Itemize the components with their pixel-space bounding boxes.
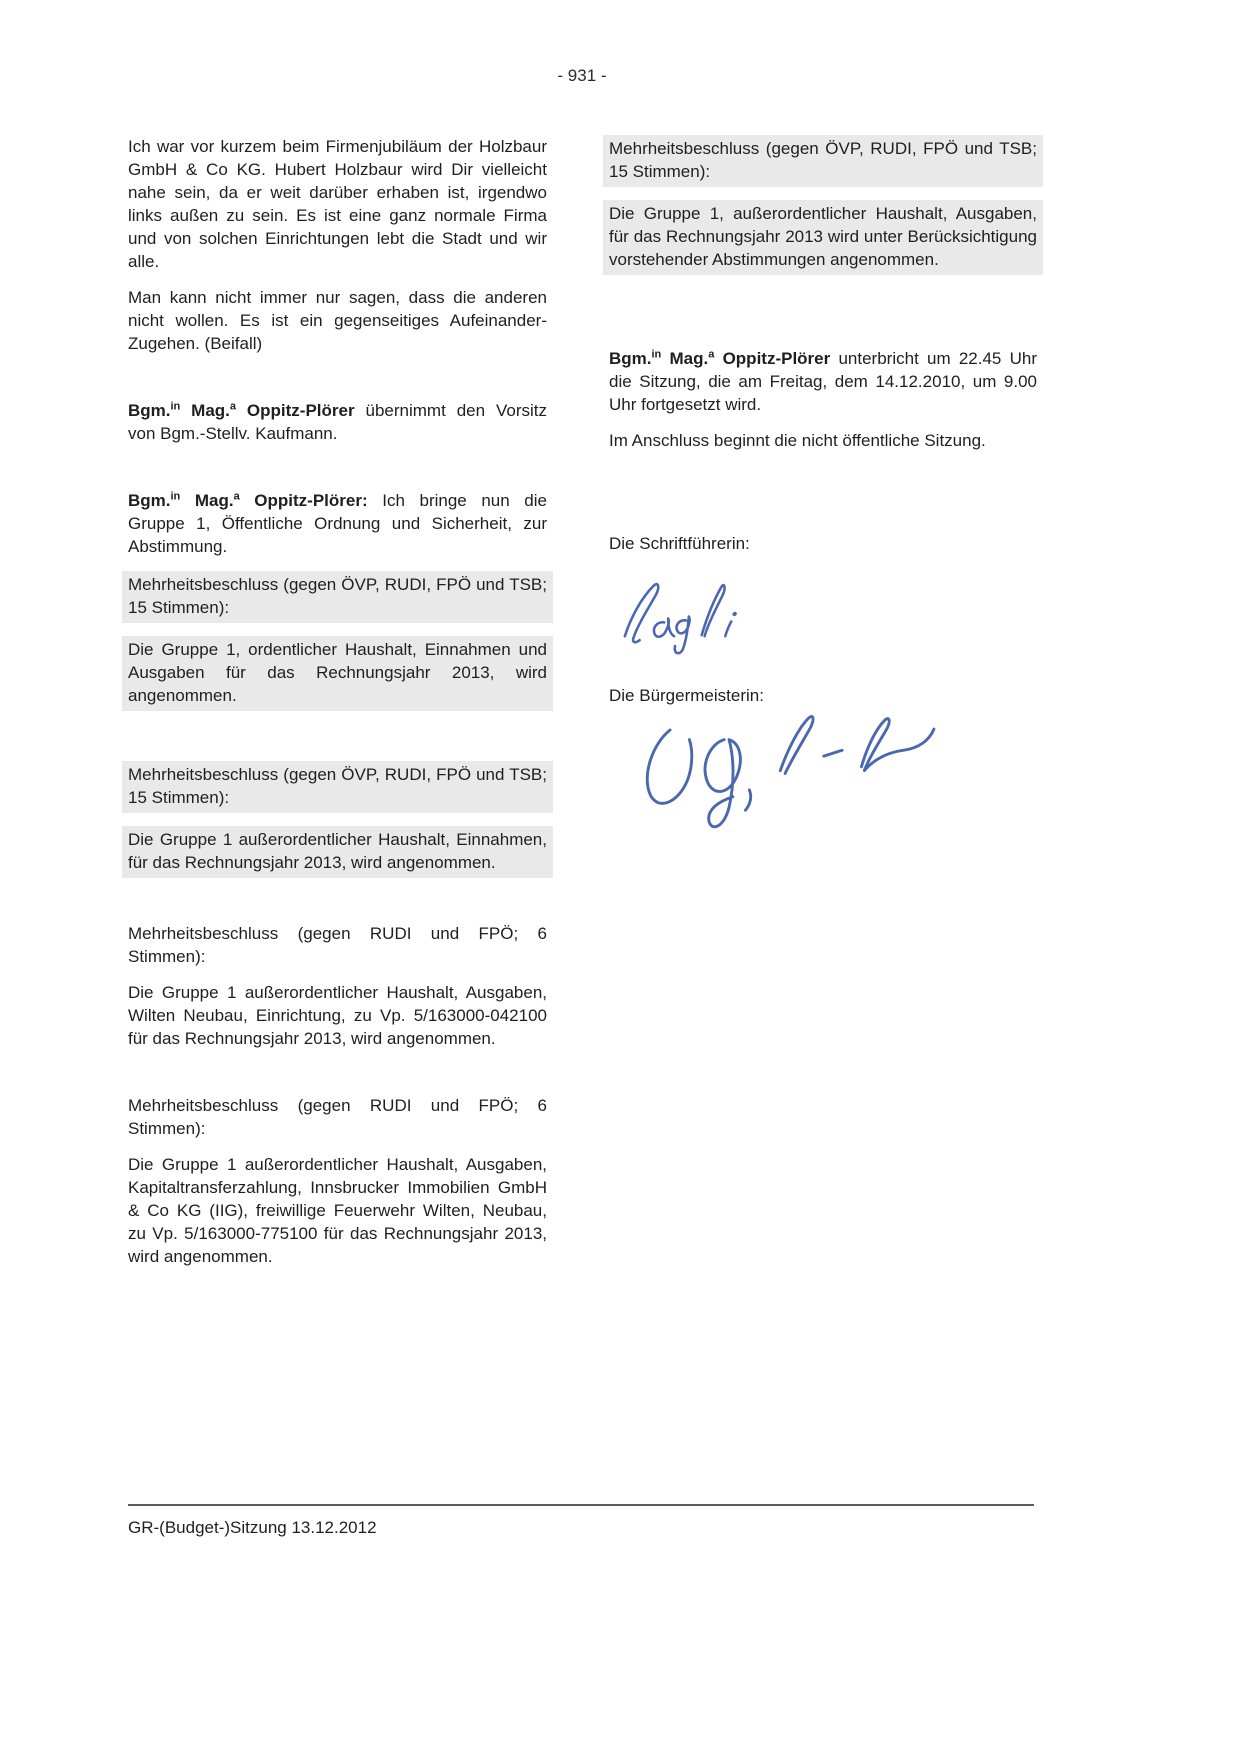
speaker-name: Bgm. — [128, 491, 171, 510]
page-number: - 931 - — [557, 66, 607, 85]
resolution-heading: Mehrheitsbeschluss (gegen ÖVP, RUDI, FPÖ und TSB; 15 Stimmen): — [122, 761, 553, 813]
paragraph-text: unterbricht um 22.45 Uhr die Sitzung, die am Freitag, dem 14.12.2010, um 9.00 Uhr fortgesetzt wird. — [609, 349, 1037, 414]
speaker-name: Mag. — [180, 401, 230, 420]
resolution-text: Die Gruppe 1, außerordentlicher Haushalt, Ausgaben, für das Rechnungsjahr 2013 wird unter Berücksichtigung vorstehender Abstimmungen angenommen. — [603, 200, 1043, 275]
paragraph-text: übernimmt den Vorsitz von Bgm.-Stellv. Kaufmann. — [128, 401, 547, 443]
right-column — [609, 135, 1037, 1268]
superscript: a — [229, 400, 237, 413]
resolution-text: Die Gruppe 1, ordentlicher Haushalt, Einnahmen und Ausgaben für das Rechnungsjahr 2013, wird angenommen. — [122, 636, 553, 711]
speaker-name: Mag. — [661, 349, 709, 368]
speaker-name: Oppitz-Plörer — [714, 349, 831, 368]
buergermeisterin-signature — [633, 701, 943, 846]
superscript: in — [170, 400, 181, 413]
resolution-heading: Mehrheitsbeschluss (gegen ÖVP, RUDI, FPÖ und TSB; 15 Stimmen): — [603, 135, 1043, 187]
superscript: a — [708, 348, 715, 361]
handwriting-icon — [615, 573, 745, 658]
resolution-heading: Mehrheitsbeschluss (gegen RUDI und FPÖ; 6 Stimmen): — [128, 924, 547, 966]
paragraph-text: Im Anschluss beginnt die nicht öffentliche Sitzung. — [609, 431, 986, 450]
paragraph-speaker — [128, 489, 547, 558]
speaker-name: Bgm. — [609, 349, 652, 368]
resolution-heading: Mehrheitsbeschluss (gegen ÖVP, RUDI, FPÖ und TSB; 15 Stimmen): — [122, 571, 553, 623]
two-column-layout — [128, 135, 1037, 1268]
paragraph-speech: Ich war vor kurzem beim Firmenjubiläum der Holzbaur GmbH & Co KG. Hubert Holzbaur wird Dir vielleicht nahe sein, da er weit darüber erhaben ist, irgendwo links außen zu sein. Es ist eine ganz normale Firma und von solchen Einrichtungen lebt die Stadt und wir alle. — [128, 137, 547, 271]
superscript: in — [170, 490, 181, 503]
resolution-heading: Mehrheitsbeschluss (gegen RUDI und FPÖ; 6 Stimmen): — [128, 1096, 547, 1138]
footer-text: GR-(Budget-)Sitzung 13.12.2012 — [128, 1518, 377, 1537]
resolution-text: Die Gruppe 1 außerordentlicher Haushalt, Ausgaben, Kapitaltransferzahlung, Innsbrucker Immobilien GmbH & Co KG (IIG), freiwillige Feuerwehr Wilten, Neubau, zu Vp. 5/163000-775100 für das Rechnungsjahr 2013, wird angenommen. — [128, 1155, 547, 1266]
resolution-text: Die Gruppe 1 außerordentlicher Haushalt, Ausgaben, Wilten Neubau, Einrichtung, zu Vp. 5/163000-042100 für das Rechnungsjahr 2013, wird angenommen. — [128, 983, 547, 1048]
paragraph-chair-change — [128, 399, 547, 445]
speaker-name: Oppitz-Plörer — [236, 401, 355, 420]
schriftfuehrerin-signature — [615, 573, 745, 658]
speaker-name: Oppitz-Plörer: — [239, 491, 368, 510]
paragraph-text: Ich bringe nun die Gruppe 1, Öffentliche Ordnung und Sicherheit, zur Abstimmung. — [128, 491, 547, 556]
superscript: a — [233, 490, 240, 503]
paragraph-speech: Man kann nicht immer nur sagen, dass die anderen nicht wollen. Es ist ein gegenseitiges Aufeinander-Zugehen. (Beifall) — [128, 288, 547, 353]
superscript: in — [651, 348, 662, 361]
paragraph-adjournment — [609, 347, 1037, 416]
left-column — [128, 135, 547, 1268]
resolution-text: Die Gruppe 1 außerordentlicher Haushalt, Einnahmen, für das Rechnungsjahr 2013, wird angenommen. — [122, 826, 553, 878]
speaker-name: Mag. — [180, 491, 234, 510]
speaker-name: Bgm. — [128, 401, 171, 420]
signature-label-schriftfuehrerin: Die Schriftführerin: — [609, 534, 750, 553]
footer-divider — [128, 1504, 1034, 1506]
page-footer — [128, 1504, 1034, 1538]
signature-label-buergermeisterin: Die Bürgermeisterin: — [609, 686, 764, 705]
handwriting-icon — [633, 701, 943, 846]
